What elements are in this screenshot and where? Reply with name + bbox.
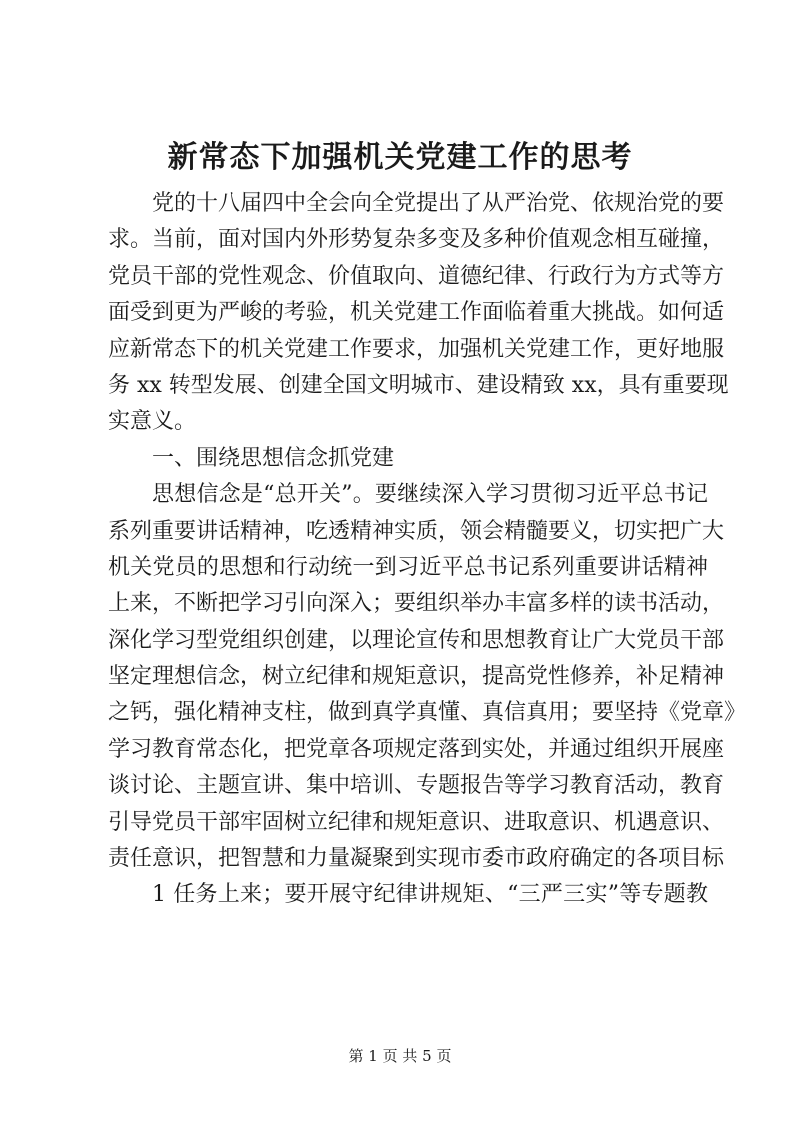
text-line: 思想信念是“总开关”。要继续深入学习贯彻习近平总书记: [152, 482, 708, 508]
text-line: 党员干部的党性观念、价值取向、道德纪律、行政行为方式等方: [108, 263, 725, 289]
document-body: [108, 186, 747, 914]
text-line: 求。当前，面对国内外形势复杂多变及多种价值观念相互碰撞，: [108, 227, 725, 253]
text-line: 务 xx 转型发展、创建全国文明城市、建设精致 xx，具有重要现: [108, 372, 729, 398]
text-line: 责任意识，把智慧和力量凝聚到实现市委市政府确定的各项目标: [108, 846, 725, 872]
text-line: 深化学习型党组织创建，以理论宣传和思想教育让广大党员干部: [108, 627, 725, 653]
page-footer: 第 1 页 共 5 页: [348, 1047, 452, 1065]
text-line: 谈讨论、主题宣讲、集中培训、专题报告等学习教育活动，教育: [108, 773, 725, 799]
text-line: 坚定理想信念，树立纪律和规矩意识，提高党性修养，补足精神: [108, 664, 725, 690]
text-line: 学习教育常态化，把党章各项规定落到实处，并通过组织开展座: [108, 736, 725, 762]
text-line: 面受到更为严峻的考验，机关党建工作面临着重大挑战。如何适: [108, 300, 725, 326]
text-line: 系列重要讲话精神，吃透精神实质，领会精髓要义，切实把广大: [108, 518, 725, 544]
text-line: 实意义。: [108, 409, 197, 435]
text-line: 党的十八届四中全会向全党提出了从严治党、依规治党的要: [152, 191, 725, 216]
section-heading: 一、围绕思想信念抓党建: [152, 445, 395, 471]
document-title: 新常态下加强机关党建工作的思考: [167, 140, 633, 175]
text-line: 1 任务上来；要开展守纪律讲规矩、“三严三实”等专题教: [152, 882, 708, 908]
text-line: 应新常态下的机关党建工作要求，加强机关党建工作，更好地服: [108, 336, 725, 362]
text-line: 机关党员的思想和行动统一到习近平总书记系列重要讲话精神: [108, 554, 708, 580]
text-line: 上来，不断把学习引向深入；要组织举办丰富多样的读书活动，: [108, 591, 725, 617]
text-line: 引导党员干部牢固树立纪律和规矩意识、进取意识、机遇意识、: [108, 809, 725, 835]
text-line: 之钙，强化精神支柱，做到真学真懂、真信真用；要坚持《党章》: [108, 700, 747, 726]
